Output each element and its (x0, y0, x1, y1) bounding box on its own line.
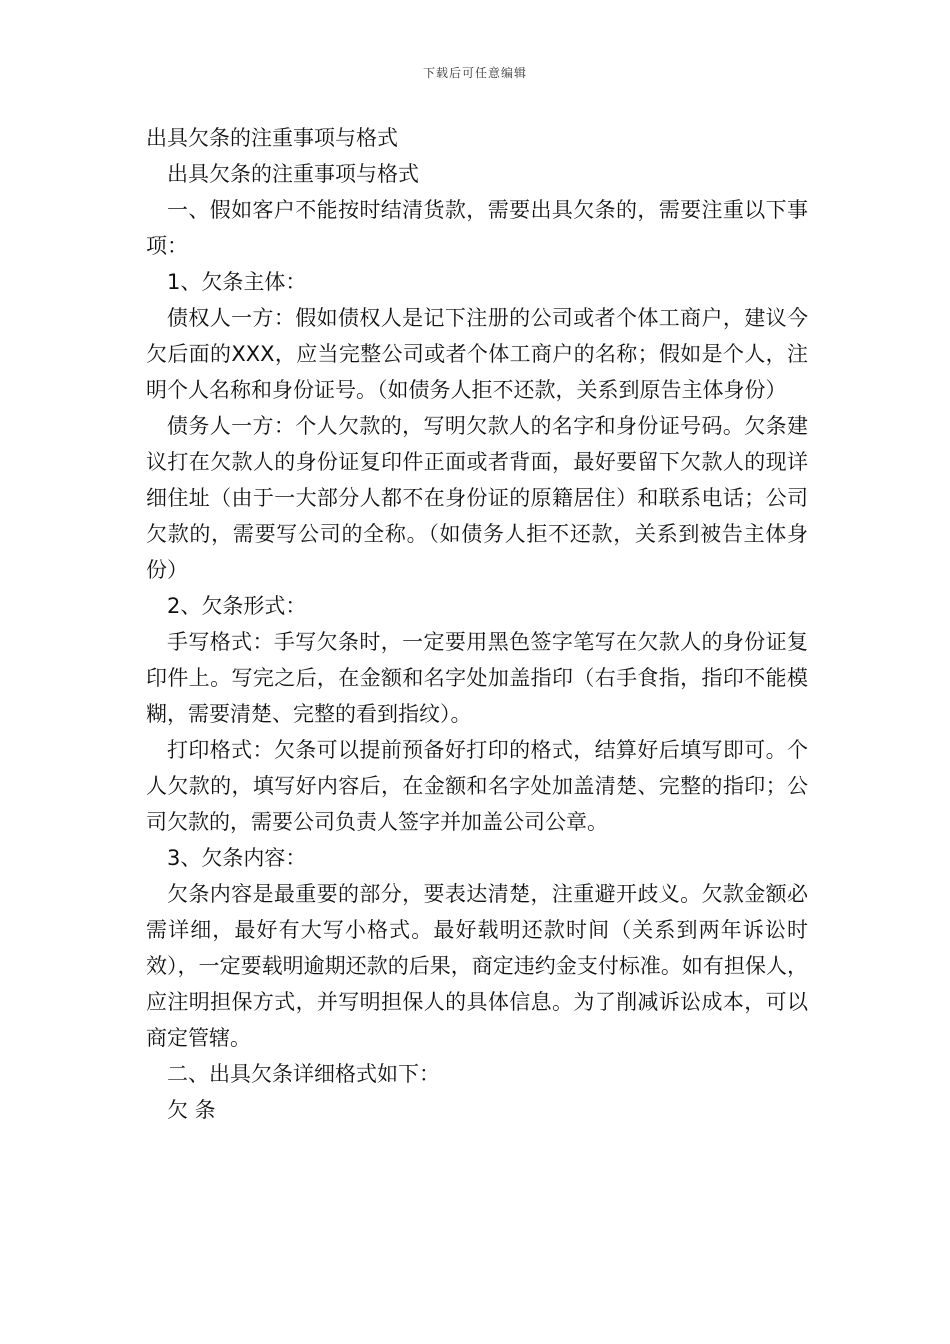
iou-heading: 欠 条 (167, 1098, 216, 1122)
section-heading: 2、欠条形式： (167, 594, 307, 618)
document-body (146, 120, 808, 1128)
paragraph: 债权人一方：假如债权人是记下注册的公司或者个体工商户，建议今欠后面的XXX，应当完整公司或者个体工商户的名称；假如是个人，注明个人名称和身份证号。（如债务人拒不还款，关系到原告主体身份） (146, 306, 808, 402)
paragraph: 出具欠条的注重事项与格式 (167, 162, 419, 186)
section-heading: 1、欠条主体： (167, 270, 307, 294)
paragraph: 打印格式：欠条可以提前预备好打印的格式，结算好后填写即可。个人欠款的，填写好内容后，在金额和名字处加盖清楚、完整的指印；公司欠款的，需要公司负责人签字并加盖公司公章。 (146, 738, 808, 834)
paragraph: 一、假如客户不能按时结清货款，需要出具欠条的，需要注重以下事项： (146, 198, 808, 258)
document-title: 出具欠条的注重事项与格式 (146, 126, 398, 150)
section-heading: 3、欠条内容： (167, 846, 307, 870)
paragraph: 欠条内容是最重要的部分，要表达清楚，注重避开歧义。欠款金额必需详细，最好有大写小格式。最好载明还款时间（关系到两年诉讼时效），一定要载明逾期还款的后果，商定违约金支付标准。如有担保人，应注明担保方式，并写明担保人的具体信息。为了削减诉讼成本，可以商定管辖。 (146, 882, 808, 1050)
paragraph: 债务人一方：个人欠款的，写明欠款人的名字和身份证号码。欠条建议打在欠款人的身份证复印件正面或者背面，最好要留下欠款人的现详细住址（由于一大部分人都不在身份证的原籍居住）和联系电话；公司欠款的，需要写公司的全称。（如债务人拒不还款，关系到被告主体身份） (146, 414, 808, 582)
paragraph: 手写格式：手写欠条时，一定要用黑色签字笔写在欠款人的身份证复印件上。写完之后，在金额和名字处加盖指印（右手食指，指印不能模糊，需要清楚、完整的看到指纹）。 (146, 630, 808, 726)
header-note: 下载后可任意编辑 (422, 66, 527, 80)
section-heading: 二、出具欠条详细格式如下： (167, 1062, 440, 1086)
